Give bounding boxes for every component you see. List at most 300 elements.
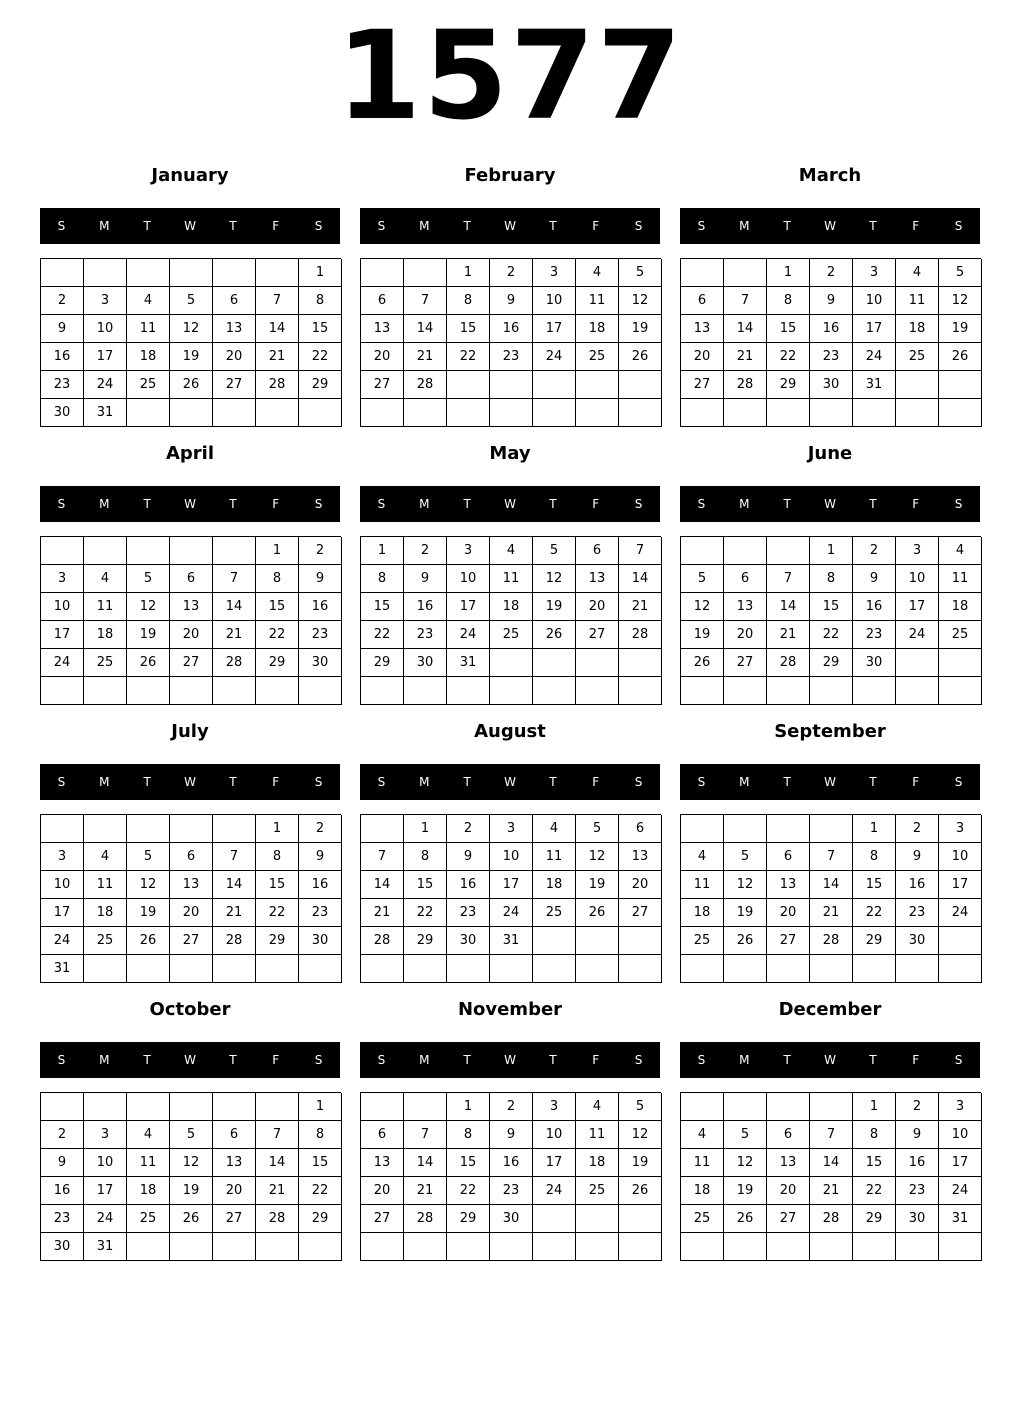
weekday-label: T (783, 219, 791, 233)
weekday-label: S (697, 775, 706, 789)
day-cell: 10 (447, 565, 490, 593)
weekday-label: W (184, 1053, 196, 1067)
empty-day-cell (576, 677, 619, 705)
day-cell: 9 (447, 843, 490, 871)
day-cell: 15 (361, 593, 404, 621)
day-cell: 31 (447, 649, 490, 677)
day-cell: 26 (939, 343, 982, 371)
empty-day-cell (724, 1093, 767, 1121)
day-cell: 27 (576, 621, 619, 649)
empty-day-cell (939, 927, 982, 955)
day-cell: 24 (41, 649, 84, 677)
empty-day-cell (681, 399, 724, 427)
day-cell: 31 (84, 1233, 127, 1261)
day-cell: 28 (361, 927, 404, 955)
day-cell: 17 (41, 899, 84, 927)
empty-day-cell (724, 259, 767, 287)
day-cell: 14 (404, 1149, 447, 1177)
day-cell: 9 (299, 843, 342, 871)
weekday-label: T (783, 497, 791, 511)
day-cell: 23 (447, 899, 490, 927)
empty-day-cell (490, 955, 533, 983)
day-cell: 4 (681, 843, 724, 871)
day-cell: 18 (490, 593, 533, 621)
day-cell: 24 (533, 1177, 576, 1205)
day-cell: 7 (213, 843, 256, 871)
day-cell: 5 (939, 259, 982, 287)
day-cell: 29 (299, 1205, 342, 1233)
empty-day-cell (447, 955, 490, 983)
day-cell: 8 (447, 287, 490, 315)
day-cell: 13 (681, 315, 724, 343)
day-cell: 11 (576, 287, 619, 315)
empty-day-cell (447, 677, 490, 705)
empty-day-cell (256, 259, 299, 287)
empty-day-cell (533, 1233, 576, 1261)
day-cell: 9 (41, 315, 84, 343)
day-cell: 2 (896, 815, 939, 843)
day-cell: 11 (127, 1149, 170, 1177)
empty-day-cell (810, 677, 853, 705)
weekday-label: S (634, 219, 643, 233)
empty-day-cell (127, 259, 170, 287)
day-cell: 30 (404, 649, 447, 677)
day-cell: 27 (170, 649, 213, 677)
day-cell: 2 (896, 1093, 939, 1121)
empty-day-cell (619, 371, 662, 399)
day-cell: 23 (810, 343, 853, 371)
empty-day-cell (681, 955, 724, 983)
day-grid (360, 258, 661, 427)
day-cell: 18 (84, 899, 127, 927)
weekday-label: F (272, 1053, 280, 1067)
weekday-header (40, 1042, 340, 1078)
month-name: February (464, 165, 556, 186)
day-cell: 12 (170, 315, 213, 343)
day-cell: 7 (256, 287, 299, 315)
day-cell: 16 (41, 343, 84, 371)
weekday-label: S (314, 775, 323, 789)
day-cell: 4 (576, 1093, 619, 1121)
day-cell: 10 (939, 1121, 982, 1149)
day-cell: 24 (896, 621, 939, 649)
day-cell: 4 (681, 1121, 724, 1149)
day-cell: 15 (404, 871, 447, 899)
day-cell: 31 (84, 399, 127, 427)
weekday-label: T (783, 775, 791, 789)
empty-day-cell (810, 399, 853, 427)
weekday-label: T (549, 219, 557, 233)
day-cell: 29 (256, 649, 299, 677)
day-grid (40, 814, 341, 983)
weekday-label: M (419, 1053, 430, 1067)
day-cell: 2 (490, 259, 533, 287)
weekday-label: W (824, 219, 836, 233)
day-cell: 1 (853, 815, 896, 843)
empty-day-cell (447, 371, 490, 399)
day-cell: 2 (299, 815, 342, 843)
weekday-label: S (634, 497, 643, 511)
day-cell: 3 (533, 259, 576, 287)
day-cell: 16 (810, 315, 853, 343)
day-cell: 23 (299, 621, 342, 649)
day-cell: 9 (896, 1121, 939, 1149)
empty-day-cell (576, 955, 619, 983)
day-cell: 25 (84, 927, 127, 955)
day-cell: 10 (533, 287, 576, 315)
day-cell: 8 (299, 1121, 342, 1149)
weekday-label: M (419, 497, 430, 511)
day-cell: 26 (576, 899, 619, 927)
empty-day-cell (127, 955, 170, 983)
day-cell: 21 (256, 1177, 299, 1205)
day-cell: 16 (447, 871, 490, 899)
empty-day-cell (213, 955, 256, 983)
day-cell: 15 (299, 315, 342, 343)
empty-day-cell (896, 399, 939, 427)
day-cell: 22 (767, 343, 810, 371)
day-cell: 26 (681, 649, 724, 677)
weekday-label: T (463, 1053, 471, 1067)
empty-day-cell (576, 649, 619, 677)
day-cell: 9 (896, 843, 939, 871)
day-cell: 14 (256, 1149, 299, 1177)
day-cell: 22 (853, 899, 896, 927)
weekday-label: S (57, 497, 66, 511)
day-cell: 4 (127, 1121, 170, 1149)
day-cell: 19 (533, 593, 576, 621)
empty-day-cell (767, 677, 810, 705)
empty-day-cell (84, 537, 127, 565)
day-cell: 5 (724, 1121, 767, 1149)
day-cell: 6 (213, 287, 256, 315)
day-cell: 31 (41, 955, 84, 983)
day-cell: 26 (619, 1177, 662, 1205)
day-cell: 10 (896, 565, 939, 593)
day-cell: 25 (939, 621, 982, 649)
empty-day-cell (810, 955, 853, 983)
day-cell: 11 (939, 565, 982, 593)
empty-day-cell (853, 1233, 896, 1261)
day-cell: 17 (533, 1149, 576, 1177)
empty-day-cell (810, 815, 853, 843)
day-cell: 1 (299, 259, 342, 287)
day-cell: 2 (41, 287, 84, 315)
day-cell: 28 (213, 927, 256, 955)
weekday-header (40, 208, 340, 244)
day-cell: 13 (724, 593, 767, 621)
empty-day-cell (724, 399, 767, 427)
day-cell: 9 (490, 287, 533, 315)
empty-day-cell (213, 399, 256, 427)
empty-day-cell (724, 1233, 767, 1261)
weekday-label: W (504, 1053, 516, 1067)
day-cell: 31 (490, 927, 533, 955)
day-cell: 6 (361, 1121, 404, 1149)
day-cell: 3 (939, 815, 982, 843)
day-cell: 7 (404, 287, 447, 315)
day-cell: 7 (361, 843, 404, 871)
weekday-label: M (99, 219, 110, 233)
day-grid (360, 536, 661, 705)
day-cell: 23 (896, 899, 939, 927)
day-cell: 27 (170, 927, 213, 955)
day-cell: 5 (681, 565, 724, 593)
day-cell: 18 (127, 1177, 170, 1205)
day-cell: 28 (767, 649, 810, 677)
weekday-label: W (504, 775, 516, 789)
empty-day-cell (170, 1233, 213, 1261)
day-cell: 5 (576, 815, 619, 843)
day-cell: 3 (939, 1093, 982, 1121)
day-cell: 30 (299, 649, 342, 677)
weekday-header (40, 486, 340, 522)
month-name: July (171, 721, 209, 742)
day-cell: 24 (490, 899, 533, 927)
month-name: September (774, 721, 886, 742)
day-cell: 5 (127, 843, 170, 871)
empty-day-cell (299, 399, 342, 427)
empty-day-cell (361, 1093, 404, 1121)
day-cell: 4 (533, 815, 576, 843)
day-cell: 5 (533, 537, 576, 565)
day-cell: 20 (170, 899, 213, 927)
weekday-label: S (57, 775, 66, 789)
day-cell: 7 (619, 537, 662, 565)
day-cell: 7 (810, 1121, 853, 1149)
day-cell: 19 (619, 315, 662, 343)
empty-day-cell (724, 955, 767, 983)
day-cell: 11 (490, 565, 533, 593)
empty-day-cell (619, 955, 662, 983)
day-cell: 30 (810, 371, 853, 399)
day-cell: 4 (896, 259, 939, 287)
day-cell: 25 (127, 371, 170, 399)
day-cell: 30 (41, 1233, 84, 1261)
day-cell: 19 (681, 621, 724, 649)
day-cell: 20 (619, 871, 662, 899)
day-cell: 2 (299, 537, 342, 565)
day-cell: 2 (404, 537, 447, 565)
day-cell: 4 (576, 259, 619, 287)
day-cell: 1 (810, 537, 853, 565)
day-cell: 30 (896, 1205, 939, 1233)
day-cell: 3 (853, 259, 896, 287)
day-cell: 3 (41, 565, 84, 593)
day-cell: 20 (681, 343, 724, 371)
day-cell: 11 (84, 593, 127, 621)
day-cell: 25 (533, 899, 576, 927)
day-cell: 15 (447, 315, 490, 343)
weekday-label: T (869, 497, 877, 511)
day-cell: 17 (853, 315, 896, 343)
weekday-label: T (229, 497, 237, 511)
empty-day-cell (170, 955, 213, 983)
day-cell: 6 (170, 565, 213, 593)
day-cell: 23 (41, 1205, 84, 1233)
empty-day-cell (576, 927, 619, 955)
empty-day-cell (619, 649, 662, 677)
weekday-label: T (143, 497, 151, 511)
month-name: January (151, 165, 229, 186)
weekday-label: M (739, 1053, 750, 1067)
weekday-label: F (272, 219, 280, 233)
empty-day-cell (170, 1093, 213, 1121)
day-cell: 12 (724, 1149, 767, 1177)
weekday-label: T (783, 1053, 791, 1067)
day-cell: 29 (361, 649, 404, 677)
empty-day-cell (213, 677, 256, 705)
day-cell: 22 (256, 621, 299, 649)
day-cell: 17 (490, 871, 533, 899)
day-cell: 17 (939, 1149, 982, 1177)
day-cell: 24 (853, 343, 896, 371)
weekday-header (360, 486, 660, 522)
day-cell: 23 (490, 1177, 533, 1205)
empty-day-cell (619, 677, 662, 705)
day-cell: 29 (853, 927, 896, 955)
day-cell: 29 (853, 1205, 896, 1233)
day-cell: 12 (724, 871, 767, 899)
empty-day-cell (576, 1205, 619, 1233)
day-cell: 12 (170, 1149, 213, 1177)
weekday-label: T (549, 775, 557, 789)
weekday-label: T (463, 219, 471, 233)
day-cell: 17 (41, 621, 84, 649)
day-cell: 28 (724, 371, 767, 399)
empty-day-cell (404, 1233, 447, 1261)
empty-day-cell (681, 1093, 724, 1121)
empty-day-cell (41, 537, 84, 565)
day-cell: 30 (896, 927, 939, 955)
day-cell: 12 (619, 1121, 662, 1149)
day-cell: 21 (810, 1177, 853, 1205)
day-cell: 7 (213, 565, 256, 593)
day-cell: 13 (767, 871, 810, 899)
empty-day-cell (127, 1093, 170, 1121)
day-cell: 7 (767, 565, 810, 593)
day-cell: 27 (767, 1205, 810, 1233)
empty-day-cell (853, 677, 896, 705)
empty-day-cell (896, 677, 939, 705)
empty-day-cell (127, 1233, 170, 1261)
day-cell: 27 (361, 371, 404, 399)
empty-day-cell (84, 259, 127, 287)
empty-day-cell (681, 259, 724, 287)
day-cell: 13 (170, 593, 213, 621)
day-cell: 28 (404, 1205, 447, 1233)
day-cell: 11 (681, 1149, 724, 1177)
weekday-label: M (739, 775, 750, 789)
day-cell: 21 (404, 1177, 447, 1205)
month-name: October (149, 999, 231, 1020)
weekday-label: S (697, 219, 706, 233)
day-cell: 26 (170, 1205, 213, 1233)
empty-day-cell (447, 399, 490, 427)
day-cell: 11 (681, 871, 724, 899)
empty-day-cell (490, 649, 533, 677)
day-cell: 4 (84, 565, 127, 593)
day-cell: 10 (84, 1149, 127, 1177)
day-cell: 6 (213, 1121, 256, 1149)
weekday-label: S (697, 1053, 706, 1067)
empty-day-cell (213, 259, 256, 287)
weekday-label: T (869, 219, 877, 233)
weekday-label: S (377, 497, 386, 511)
weekday-label: W (824, 1053, 836, 1067)
empty-day-cell (939, 1233, 982, 1261)
day-cell: 24 (447, 621, 490, 649)
day-cell: 8 (853, 843, 896, 871)
day-cell: 23 (41, 371, 84, 399)
empty-day-cell (533, 371, 576, 399)
day-cell: 22 (299, 1177, 342, 1205)
day-cell: 27 (213, 371, 256, 399)
day-cell: 5 (170, 287, 213, 315)
weekday-label: S (377, 775, 386, 789)
day-grid (680, 258, 981, 427)
empty-day-cell (447, 1233, 490, 1261)
day-cell: 5 (619, 259, 662, 287)
weekday-label: M (739, 497, 750, 511)
day-cell: 12 (533, 565, 576, 593)
day-cell: 10 (533, 1121, 576, 1149)
day-cell: 30 (41, 399, 84, 427)
day-cell: 25 (576, 343, 619, 371)
empty-day-cell (404, 955, 447, 983)
day-cell: 15 (256, 871, 299, 899)
empty-day-cell (170, 815, 213, 843)
day-cell: 29 (299, 371, 342, 399)
day-cell: 22 (447, 343, 490, 371)
weekday-label: W (184, 775, 196, 789)
weekday-label: T (463, 497, 471, 511)
day-cell: 22 (299, 343, 342, 371)
day-cell: 26 (127, 649, 170, 677)
day-cell: 20 (724, 621, 767, 649)
weekday-header (680, 1042, 980, 1078)
day-cell: 21 (256, 343, 299, 371)
weekday-label: F (272, 775, 280, 789)
empty-day-cell (404, 677, 447, 705)
day-cell: 17 (533, 315, 576, 343)
day-cell: 23 (853, 621, 896, 649)
day-cell: 27 (619, 899, 662, 927)
day-cell: 25 (576, 1177, 619, 1205)
day-cell: 23 (299, 899, 342, 927)
day-cell: 25 (681, 1205, 724, 1233)
weekday-label: M (99, 1053, 110, 1067)
day-cell: 8 (404, 843, 447, 871)
day-cell: 24 (939, 1177, 982, 1205)
day-cell: 13 (361, 315, 404, 343)
weekday-header (360, 764, 660, 800)
weekday-label: T (869, 1053, 877, 1067)
day-cell: 18 (576, 315, 619, 343)
day-cell: 1 (447, 259, 490, 287)
weekday-label: M (419, 219, 430, 233)
day-cell: 27 (213, 1205, 256, 1233)
day-cell: 10 (490, 843, 533, 871)
day-cell: 11 (576, 1121, 619, 1149)
day-cell: 27 (361, 1205, 404, 1233)
empty-day-cell (533, 955, 576, 983)
day-cell: 18 (127, 343, 170, 371)
empty-day-cell (810, 1093, 853, 1121)
day-cell: 16 (41, 1177, 84, 1205)
weekday-label: S (634, 1053, 643, 1067)
empty-day-cell (170, 259, 213, 287)
